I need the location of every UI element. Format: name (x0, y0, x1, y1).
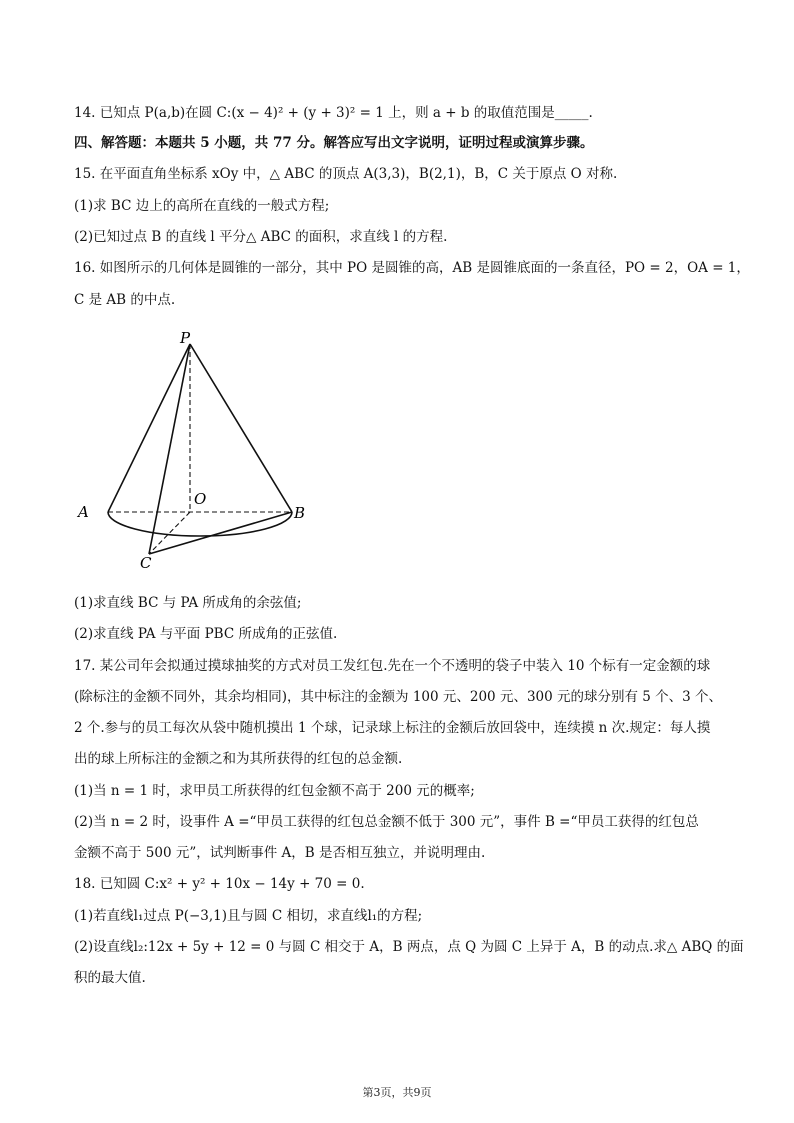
question-17-line-4: 出的球上所标注的金额之和为其所获得的红包的总金额. (74, 751, 403, 767)
question-16-part-2: (2)求直线 PA 与平面 PBC 所成角的正弦值. (74, 626, 338, 642)
edge-cb (149, 512, 292, 554)
page-footer: 第3页，共9页 (362, 1086, 432, 1099)
label-b: B (294, 504, 306, 522)
question-17: 17. 某公司年会拟通过摸球抽奖的方式对员工发红包.先在一个不透明的袋子中装入 10 个标有一定金额的球 (74, 658, 711, 674)
question-15-part-1: (1)求 BC 边上的高所在直线的一般式方程; (74, 198, 330, 214)
base-front-arc (108, 512, 292, 536)
question-18: 18. 已知圆 C:x² + y² + 10x − 14y + 70 = 0. (74, 876, 365, 892)
label-a: A (78, 503, 89, 521)
question-17-part-2: (2)当 n = 2 时，设事件 A =“甲员工获得的红包总金额不低于 300 元”，事件 B =“甲员工获得的红包总 (74, 814, 699, 830)
question-14: 14. 已知点 P(a,b)在圆 C:(x − 4)² + (y + 3)² = 1 上，则 a + b 的取值范围是_____. (74, 105, 593, 121)
label-c: C (140, 554, 152, 572)
edge-pa (108, 344, 190, 512)
question-15: 15. 在平面直角坐标系 xOy 中，△ ABC 的顶点 A(3,3)，B(2,1)，B，C 关于原点 O 对称. (74, 166, 618, 182)
question-17-part-1: (1)当 n = 1 时，求甲员工所获得的红包金额不高于 200 元的概率; (74, 783, 475, 799)
edge-pb (190, 344, 292, 512)
label-p: P (180, 329, 191, 347)
cone-figure (70, 322, 320, 572)
question-16: 16. 如图所示的几何体是圆锥的一部分，其中 PO 是圆锥的高，AB 是圆锥底面的一条直径，PO = 2，OA = 1， (74, 260, 750, 276)
section-heading: 四、解答题：本题共 5 小题，共 77 分。解答应写出文字说明，证明过程或演算步骤。 (74, 135, 594, 151)
question-18-part-2: (2)设直线l₂:12x + 5y + 12 = 0 与圆 C 相交于 A，B 两点，点 Q 为圆 C 上异于 A，B 的动点.求△ ABQ 的面 (74, 939, 744, 955)
question-18-part-2-continued: 积的最大值. (74, 970, 146, 986)
question-15-part-2: (2)已知过点 B 的直线 l 平分△ ABC 的面积，求直线 l 的方程. (74, 229, 448, 245)
question-18-part-1: (1)若直线l₁过点 P(−3,1)且与圆 C 相切，求直线l₁的方程; (74, 908, 423, 924)
question-16-part-1: (1)求直线 BC 与 PA 所成角的余弦值; (74, 595, 302, 611)
question-17-part-2-continued: 金额不高于 500 元”，试判断事件 A，B 是否相互独立，并说明理由. (74, 845, 486, 861)
edge-pc (149, 344, 190, 554)
question-17-line-3: 2 个.参与的员工每次从袋中随机摸出 1 个球，记录球上标注的金额后放回袋中，连续摸 n 次.规定：每人摸 (74, 720, 711, 736)
question-16-continued: C 是 AB 的中点. (74, 292, 176, 308)
question-17-line-2: (除标注的金额不同外，其余均相同)，其中标注的金额为 100 元、200 元、300 元的球分别有 5 个、3 个、 (74, 689, 723, 705)
label-o: O (194, 490, 207, 508)
